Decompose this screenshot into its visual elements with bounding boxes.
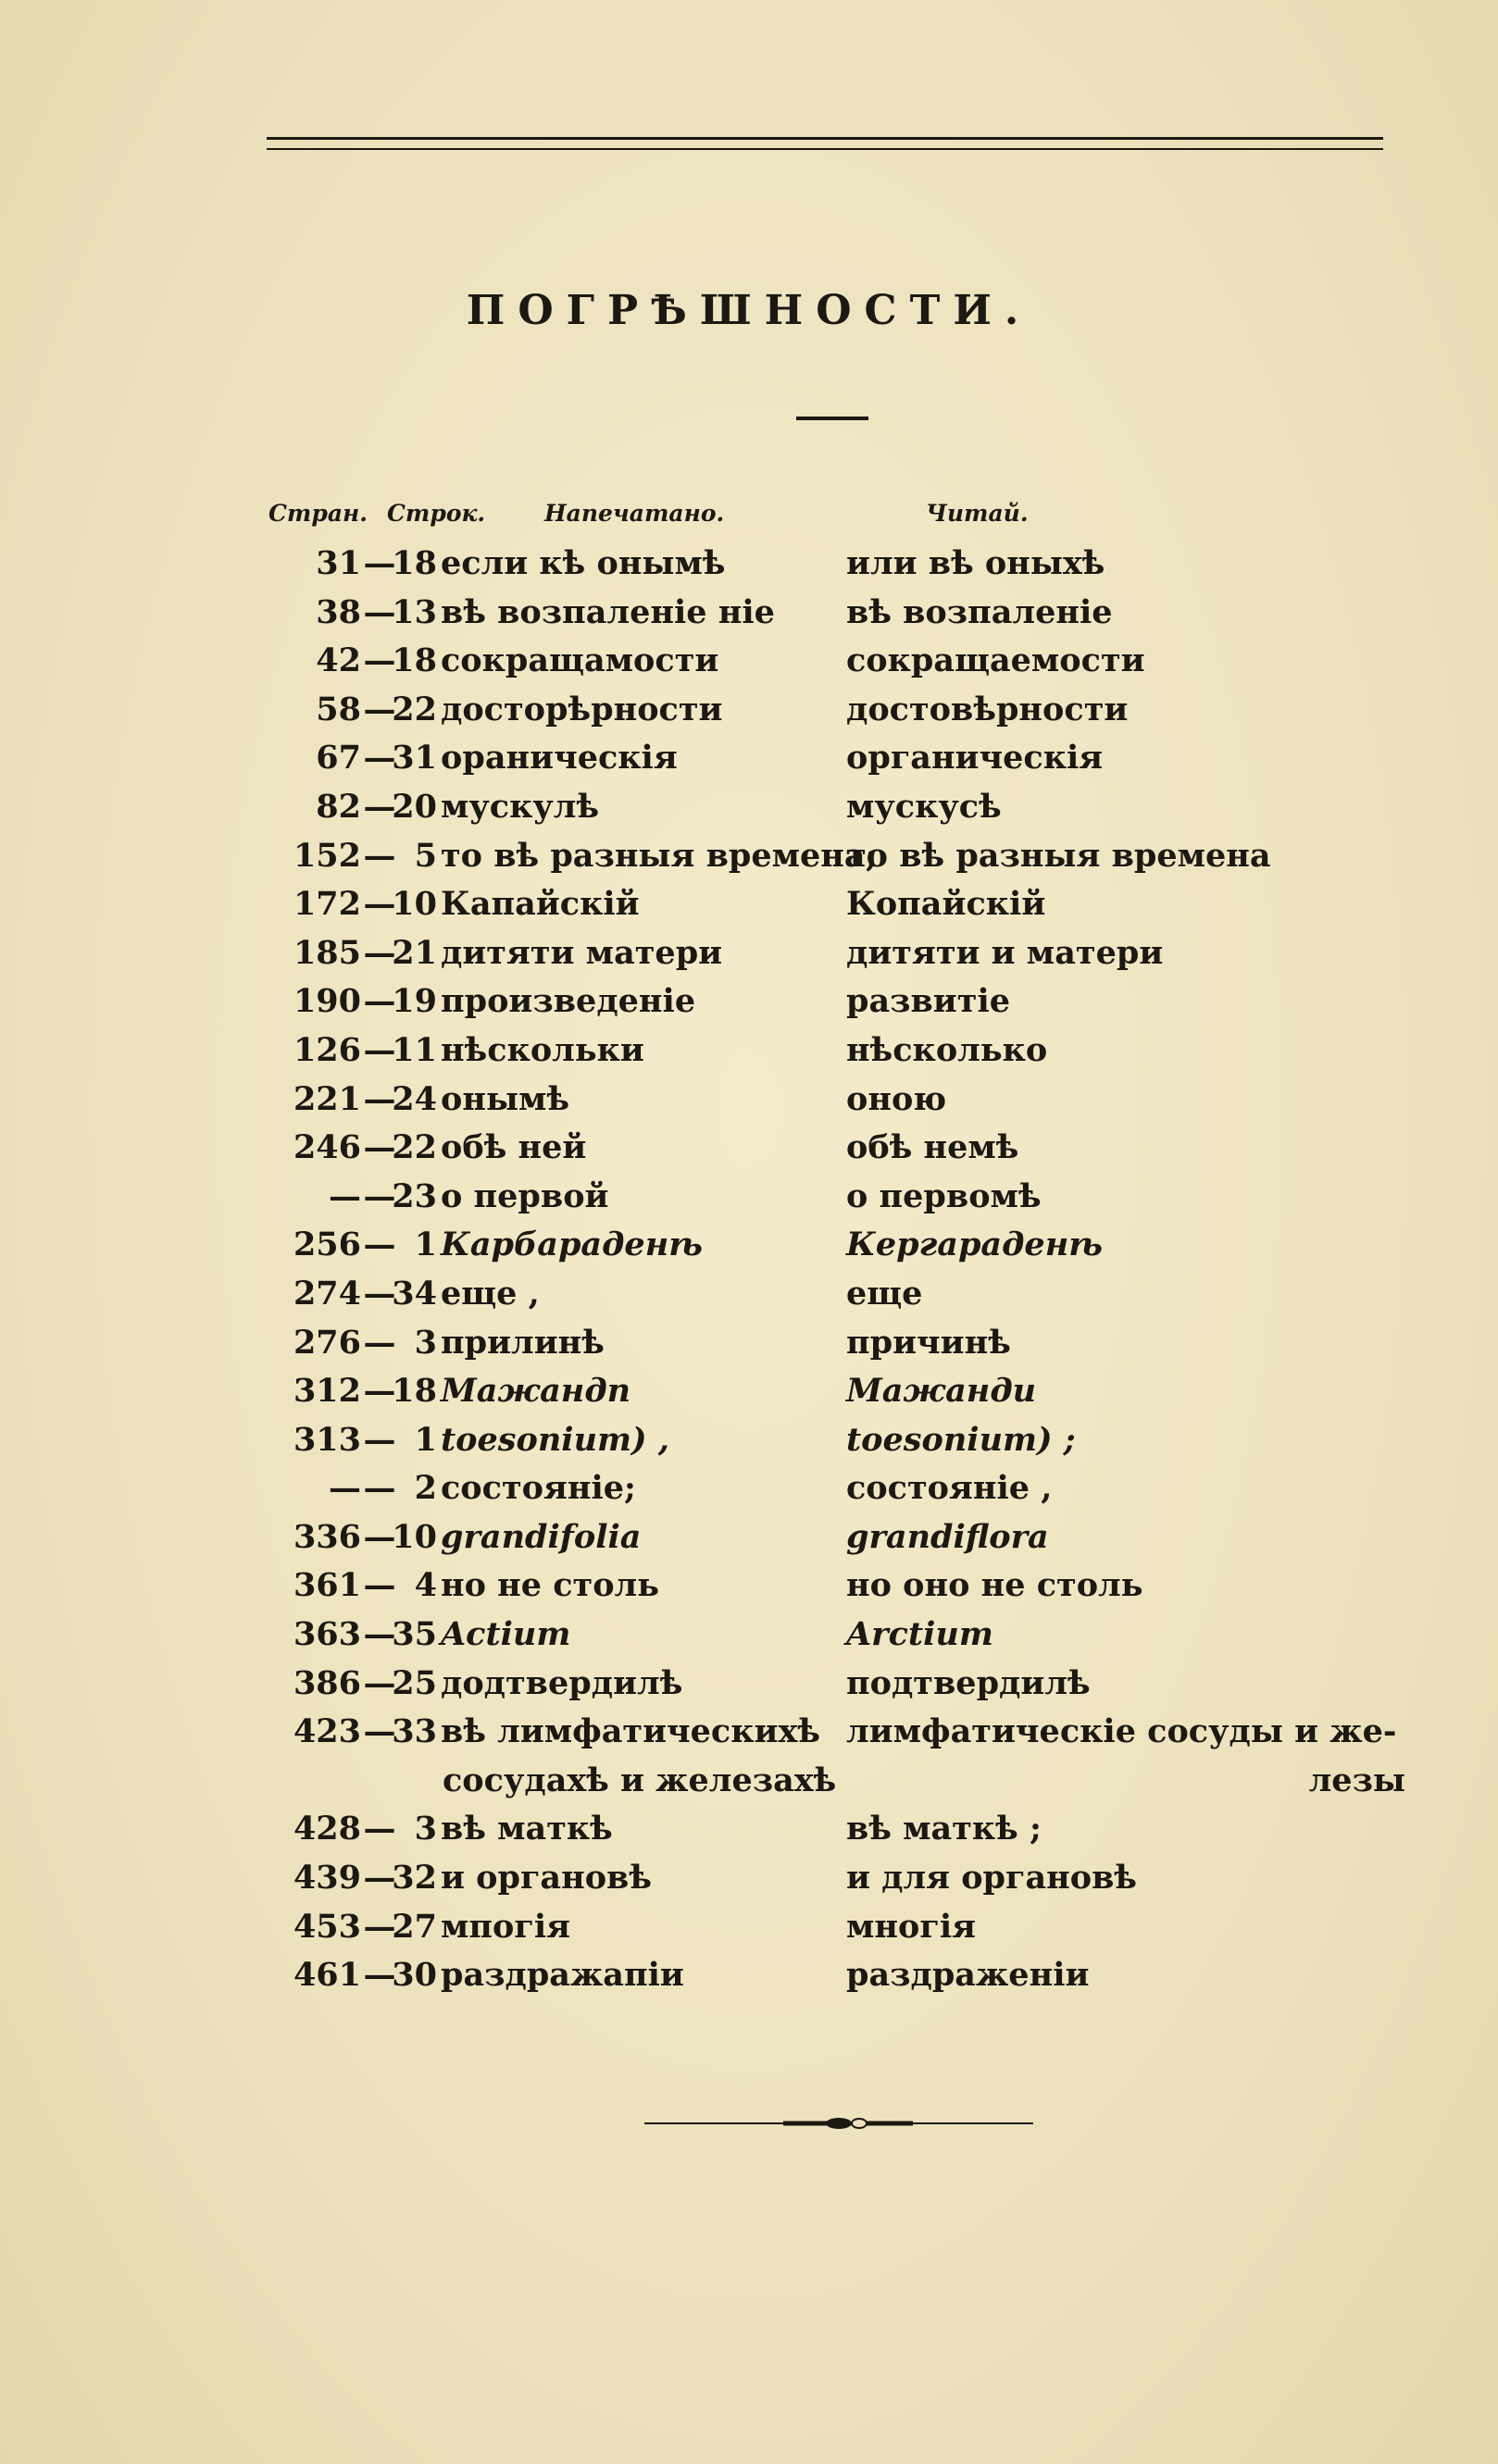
errata-line-number: 22: [392, 690, 437, 728]
errata-read: grandiflora: [846, 1517, 1049, 1556]
dash-separator: —: [363, 1517, 396, 1556]
page-title: ПОГРѢШНОСТИ.: [466, 287, 1032, 334]
errata-read: Arctium: [846, 1615, 993, 1654]
errata-line-number: 13: [392, 592, 437, 631]
dash-separator: —: [363, 1420, 396, 1459]
errata-line-number: 32: [392, 1859, 437, 1898]
errata-line-number: 34: [392, 1274, 437, 1313]
errata-line-number: 21: [392, 933, 437, 972]
errata-printed: то вѣ разныя времена;: [441, 836, 878, 875]
errata-row: [0, 1177, 1498, 1226]
errata-read: состояніе ,: [846, 1469, 1053, 1508]
errata-row: [0, 1615, 1498, 1664]
dash-separator: —: [363, 1176, 396, 1215]
dash-separator: —: [363, 739, 396, 778]
errata-line-number: 33: [392, 1712, 437, 1751]
errata-read: то вѣ разныя времена: [846, 836, 1271, 875]
errata-read: органическія: [846, 739, 1104, 778]
errata-printed: Капайскій: [441, 885, 640, 924]
errata-line-number: 4: [414, 1566, 437, 1605]
errata-line-number: 22: [392, 1128, 437, 1167]
errata-printed: состояніе;: [441, 1469, 636, 1508]
errata-page-number: —: [329, 1469, 361, 1508]
dash-separator: —: [363, 1712, 396, 1751]
errata-row: [0, 1226, 1498, 1275]
errata-line-number: 11: [392, 1030, 437, 1069]
errata-page-number: 361: [293, 1566, 361, 1605]
errata-row: [0, 1810, 1498, 1859]
errata-page-number: 256: [293, 1226, 361, 1264]
errata-page-number: 274: [293, 1274, 361, 1313]
errata-page-number: 82: [316, 787, 361, 826]
errata-page-number: 276: [293, 1323, 361, 1362]
errata-line-number: 10: [392, 885, 437, 924]
errata-page-number: 67: [316, 739, 361, 778]
errata-read: Копайскій: [846, 885, 1046, 924]
errata-line-number: 24: [392, 1079, 437, 1118]
errata-printed: еще ,: [441, 1274, 540, 1313]
errata-page-number: 428: [293, 1810, 361, 1848]
errata-row: [0, 1031, 1498, 1080]
errata-line-number: 3: [414, 1810, 437, 1848]
errata-read: вѣ маткѣ ;: [846, 1810, 1042, 1848]
dash-separator: —: [363, 1907, 396, 1946]
errata-page-number: 312: [293, 1372, 361, 1411]
errata-page-number: 221: [293, 1079, 361, 1118]
dash-separator: —: [363, 1615, 396, 1654]
errata-row: [0, 1275, 1498, 1324]
errata-page-number: 58: [316, 690, 361, 728]
errata-printed: раздражапіи: [441, 1956, 684, 1995]
errata-row: [0, 885, 1498, 934]
errata-read: вѣ возпаленіе: [846, 592, 1113, 631]
dash-separator: —: [363, 1226, 396, 1264]
errata-row: [0, 1469, 1498, 1518]
errata-read: сокращаемости: [846, 641, 1145, 680]
errata-row: [0, 1908, 1498, 1957]
errata-read: раздраженіи: [846, 1956, 1090, 1995]
errata-page-number: 423: [293, 1712, 361, 1751]
errata-row: [0, 788, 1498, 837]
errata-line-number: 30: [392, 1956, 437, 1995]
errata-line-number: 3: [414, 1323, 437, 1362]
top-rule-thin: [267, 148, 1383, 150]
errata-page-number: 336: [293, 1517, 361, 1556]
errata-row: [0, 1080, 1498, 1129]
errata-page-number: 363: [293, 1615, 361, 1654]
errata-printed: сокращамости: [441, 641, 719, 680]
errata-read: toesonium) ;: [846, 1420, 1076, 1459]
errata-read: о первомѣ: [846, 1176, 1042, 1215]
errata-line-number: 23: [392, 1176, 437, 1215]
errata-line-number: 10: [392, 1517, 437, 1556]
errata-read: еще: [846, 1274, 923, 1313]
errata-row: [0, 837, 1498, 886]
errata-read: и для органовѣ: [846, 1859, 1138, 1898]
dash-separator: —: [363, 836, 396, 875]
errata-printed: но не столь: [441, 1566, 659, 1605]
errata-page-number: 152: [293, 836, 361, 875]
errata-printed: обѣ ней: [441, 1128, 587, 1167]
errata-line-number: 31: [392, 739, 437, 778]
errata-page-number: 453: [293, 1907, 361, 1946]
title-rule: [796, 417, 868, 420]
errata-printed: произведеніе: [441, 982, 696, 1021]
header-page: Стран.: [268, 500, 368, 527]
errata-printed: Мажандп: [441, 1372, 631, 1411]
errata-printed: нѣскольки: [441, 1030, 644, 1069]
errata-row: [0, 1566, 1498, 1615]
errata-printed: вѣ лимфатическихѣ: [441, 1712, 820, 1751]
errata-page-number: 126: [293, 1030, 361, 1069]
errata-line-number: 1: [414, 1420, 437, 1459]
errata-row: [0, 1372, 1498, 1421]
errata-page-number: 439: [293, 1859, 361, 1898]
errata-read: дитяти и матери: [846, 933, 1164, 972]
header-line: Строк.: [387, 500, 486, 527]
errata-table: [0, 544, 1498, 2005]
dash-separator: —: [363, 1663, 396, 1702]
errata-read: достовѣрности: [846, 690, 1129, 728]
errata-line-number: 27: [392, 1907, 437, 1946]
dash-separator: —: [363, 1274, 396, 1313]
errata-line-number: 18: [392, 1372, 437, 1411]
errata-page-number: 172: [293, 885, 361, 924]
errata-printed: и органовѣ: [441, 1859, 652, 1898]
errata-row: [0, 982, 1498, 1031]
dash-separator: —: [363, 1566, 396, 1605]
dash-separator: —: [363, 1128, 396, 1167]
errata-read: Кергараденѣ: [846, 1226, 1103, 1264]
errata-page-number: 246: [293, 1128, 361, 1167]
errata-row: [0, 934, 1498, 983]
errata-read: причинѣ: [846, 1323, 1011, 1362]
errata-page-number: 190: [293, 982, 361, 1021]
errata-read: но оно не столь: [846, 1566, 1143, 1605]
dash-separator: —: [363, 690, 396, 728]
errata-row: [0, 641, 1498, 691]
errata-row: [0, 544, 1498, 593]
errata-printed: мпогія: [441, 1907, 570, 1946]
errata-page-number: 42: [316, 641, 361, 680]
errata-printed: дитяти матери: [441, 933, 723, 972]
dash-separator: —: [363, 1859, 396, 1898]
dash-separator: —: [363, 1372, 396, 1411]
errata-row: [0, 691, 1498, 740]
errata-page-number: 386: [293, 1663, 361, 1702]
errata-page-number: 185: [293, 933, 361, 972]
errata-printed: toesonium) ,: [441, 1420, 669, 1459]
errata-read: лезы: [1308, 1761, 1405, 1799]
errata-read: нѣсколько: [846, 1030, 1048, 1069]
errata-printed: о первой: [441, 1176, 609, 1215]
errata-read: лимфатическіе сосуды и же-: [846, 1712, 1397, 1751]
dash-separator: —: [363, 933, 396, 972]
dash-separator: —: [363, 1079, 396, 1118]
errata-row: [0, 1421, 1498, 1470]
errata-printed: прилинѣ: [441, 1323, 605, 1362]
dash-separator: —: [363, 1323, 396, 1362]
ornament-divider: [644, 2114, 1033, 2133]
errata-row: [0, 1956, 1498, 2005]
errata-read: многія: [846, 1907, 976, 1946]
errata-read: обѣ немѣ: [846, 1128, 1019, 1167]
errata-printed: досторѣрности: [441, 690, 723, 728]
errata-row: [0, 1712, 1498, 1761]
errata-printed: Actium: [441, 1615, 571, 1654]
errata-printed: вѣ возпаленіе ніе: [441, 592, 775, 631]
header-read: Читай.: [926, 500, 1029, 527]
errata-line-number: 35: [392, 1615, 437, 1654]
errata-row: [0, 1664, 1498, 1713]
dash-separator: —: [363, 1469, 396, 1508]
errata-read: или вѣ оныхѣ: [846, 544, 1105, 582]
header-printed: Напечатано.: [544, 500, 725, 527]
errata-page-number: —: [329, 1176, 361, 1215]
errata-printed: вѣ маткѣ: [441, 1810, 613, 1848]
errata-printed: Карбараденѣ: [441, 1226, 703, 1264]
errata-row: [0, 593, 1498, 642]
errata-printed: додтвердилѣ: [441, 1663, 683, 1702]
errata-row: [0, 1324, 1498, 1373]
errata-line-number: 25: [392, 1663, 437, 1702]
errata-page-number: 31: [316, 544, 361, 582]
dash-separator: —: [363, 885, 396, 924]
errata-row: [0, 1761, 1498, 1811]
errata-read: развитіе: [846, 982, 1011, 1021]
errata-row: [0, 739, 1498, 788]
dash-separator: —: [363, 544, 396, 582]
errata-printed: онымѣ: [441, 1079, 570, 1118]
errata-printed: мускулѣ: [441, 787, 600, 826]
errata-line-number: 1: [414, 1226, 437, 1264]
errata-page-number: 313: [293, 1420, 361, 1459]
errata-read: оною: [846, 1079, 947, 1118]
errata-page-number: 38: [316, 592, 361, 631]
errata-printed: ораническія: [441, 739, 678, 778]
top-rule: [267, 137, 1383, 140]
errata-printed: если кѣ онымѣ: [441, 544, 726, 582]
errata-printed: grandifolia: [441, 1517, 642, 1556]
dash-separator: —: [363, 1956, 396, 1995]
errata-line-number: 2: [414, 1469, 437, 1508]
dash-separator: —: [363, 787, 396, 826]
dash-separator: —: [363, 641, 396, 680]
errata-row: [0, 1518, 1498, 1567]
errata-read: мускусѣ: [846, 787, 1002, 826]
errata-line-number: 18: [392, 641, 437, 680]
dash-separator: —: [363, 1810, 396, 1848]
errata-page-number: 461: [293, 1956, 361, 1995]
errata-read: Мажанди: [846, 1372, 1037, 1411]
errata-read: подтвердилѣ: [846, 1663, 1091, 1702]
dash-separator: —: [363, 982, 396, 1021]
errata-line-number: 19: [392, 982, 437, 1021]
errata-line-number: 20: [392, 787, 437, 826]
errata-line-number: 5: [414, 836, 437, 875]
errata-row: [0, 1128, 1498, 1177]
errata-printed: сосудахѣ и железахѣ: [443, 1761, 837, 1799]
errata-line-number: 18: [392, 544, 437, 582]
dash-separator: —: [363, 1030, 396, 1069]
dash-separator: —: [363, 592, 396, 631]
errata-row: [0, 1859, 1498, 1908]
